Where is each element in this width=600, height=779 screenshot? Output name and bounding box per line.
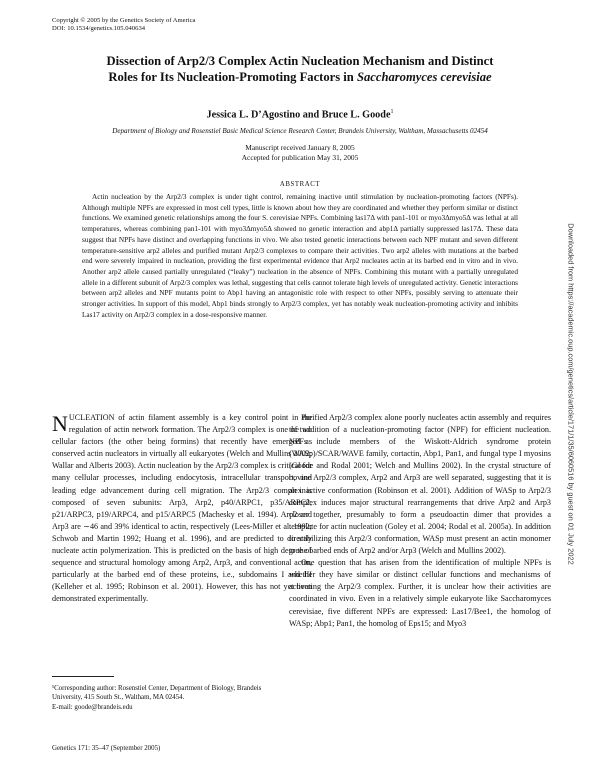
copyright-line: Copyright © 2005 by the Genetics Society of America [52, 17, 196, 24]
doi-line: DOI: 10.1534/genetics.105.040634 [52, 25, 146, 33]
paper-title [40, 53, 560, 85]
footnote-email: E-mail: goode@brandeis.edu [52, 703, 133, 711]
author-names: Jessica L. D’Agostino and Bruce L. Goode [206, 109, 391, 121]
title-line-2-species: Saccharomyces cerevisiae [356, 70, 492, 84]
intro-text: UCLEATION of actin filament assembly is a key control point in the regulation of actin network formation. The Arp2/3 complex is one of two cellular factors (the other being formins) that recently have emerged as conserved actin nucleators in virtually all eukaryotes (Welch and Mullins 2002; Wallar and Alberts 2003). Actin nucleation by the Arp2/3 complex is critical for many cellular processes, including endocytosis, intracellular transport, and leading edge advancement during cell migration. The Arp2/3 complex is composed of seven subunits: Arp3, Arp2, p40/ARPC1, p35/ARPC2, p21/ARPC3, p19/ARPC4, and p15/ARPC5 (Machesky et al. 1994). Arp2 and Arp3 are ∼46 and 39% identical to actin, respectively (Lees-Miller et al. 1992; Schwob and Martin 1992; Huang et al. 1996), and are predicted to directly nucleate actin polymerization. This is predicted on the basis of high degree of sequence and structural homology among Arp2, Arp3, and conventional actin, particularly at the barbed end of these proteins, i.e., subdomains I and III (Kelleher et al. 1995; Robinson et al. 2001). However, this has not yet been demonstrated experimentally. [52, 413, 312, 604]
footnote-address: ¹Corresponding author: Rosenstiel Center, Department of Biology, Brandeis University, 415 South St., Waltham, MA 02454. [52, 685, 262, 702]
manuscript-dates [40, 143, 560, 163]
abstract-body [82, 192, 518, 320]
title-line-2 [40, 69, 560, 85]
header-meta [52, 17, 195, 33]
download-watermark [566, 223, 589, 565]
corresponding-author-footnote [52, 684, 286, 712]
download-watermark-text: Downloaded from https://academic.oup.com/genetics/article/171/1/35/6060516 by guest on 01 July 2022 [566, 223, 576, 565]
drop-cap: N [52, 411, 68, 436]
body-column-right [289, 412, 551, 630]
right-paragraph-2: One question that has arisen from the identification of multiple NPFs is whether they have similar or distinct cellular functions and mechanisms of activating the Arp2/3 complex. Further, it is unclear how their activities are coordinated in vivo. Even in a relatively simple eukaryote like Saccharomyces cerevisiae, five different NPFs are expressed: Las17/Bee1, the homolog of WASp; Abp1; Pan1, the homolog of Eps15; and Myo3 [289, 558, 551, 628]
intro-paragraph [52, 412, 312, 606]
body-column-left [52, 412, 312, 606]
journal-footer: Genetics 171: 35–47 (September 2005) [52, 745, 161, 752]
accepted-date: Accepted for publication May 31, 2005 [241, 152, 359, 162]
right-paragraph-1: Purified Arp2/3 complex alone poorly nucleates actin assembly and requires the addition of a nucleation-promoting factor (NPF) for efficient nucleation. NPFs include members of the Wiskott-Aldrich syndrome protein (WASp)/SCAR/WAVE family, cortactin, Abp1, Pan1, and fungal type I myosins (Goode and Rodal 2001; Welch and Mullins 2002). In the crystal structure of bovine Arp2/3 complex, Arp2 and Arp3 are well separated, suggesting that it is an inactive conformation (Robinson et al. 2001). Addition of WASp to Arp2/3 complex induces major structural rearrangements that drive Arp2 and Arp3 closer together, presumably to form a pseudoactin dimer that provides a template for actin nucleation (Goley et al. 2004; Rodal et al. 2005a). In addition to stabilizing this Arp2/3 conformation, WASp must present an actin monomer to the barbed ends of Arp2 and/or Arp3 (Welch and Mullins 2002). [289, 413, 551, 556]
received-date: Manuscript received January 8, 2005 [245, 143, 355, 152]
author-footnote-mark: 1 [390, 109, 394, 115]
title-line-2-plain: Roles for Its Nucleation-Promoting Factors in [108, 70, 357, 84]
abstract-heading: ABSTRACT [279, 181, 321, 188]
abstract-text: Actin nucleation by the Arp2/3 complex is under tight control, remaining inactive until stimulation by nucleation-promoting factors (NPFs). Although multiple NPFs are expressed in most cell types, little is known about how they are coordinated and whether they perform similar or distinct functions. We examined genetic relationships among the four S. cerevisiae NPFs. Combining las17Δ with pan1-101 or myo3Δmyo5Δ was lethal at all temperatures, whereas combining pan1-101 with myo3Δmyo5Δ showed no genetic interaction and abp1Δ partially suppressed las17Δ. These data suggest that NPFs have distinct and overlapping functions in vivo. We also tested genetic interactions between each NPF mutant and seven different temperature-sensitive arp2 alleles and purified mutant Arp2/3 complexes to compare their activities. Two arp2 alleles with mutations at the barbed end were severely impaired in nucleation, providing the first experimental evidence that Arp2 nucleates actin at its barbed end in vitro and in vivo. Another arp2 allele caused partially unregulated (“leaky”) nucleation in the absence of NPFs. Combining this mutant with a partially unregulated allele in a different subunit of Arp2/3 complex was lethal, suggesting that cells cannot tolerate high levels of unregulated activity. Genetic interactions between arp2 alleles and NPF mutants point to Abp1 having an antagonistic role with respect to other NPFs, possibly serving to attenuate their stronger activities. In support of this model, Abp1 binds strongly to Arp2/3 complex, yet has notably weak nucleation-promoting activity and inhibits Las17 activity on Arp2/3 complex in a dose-responsive manner. [82, 193, 518, 319]
title-line-1: Dissection of Arp2/3 Complex Actin Nucleation Mechanism and Distinct [106, 54, 494, 68]
footnote-divider [52, 676, 114, 677]
author-list [40, 109, 560, 120]
affiliation: Department of Biology and Rosenstiel Basic Medical Science Research Center, Brandeis University, Waltham, Massachusetts 02454 [112, 127, 488, 135]
